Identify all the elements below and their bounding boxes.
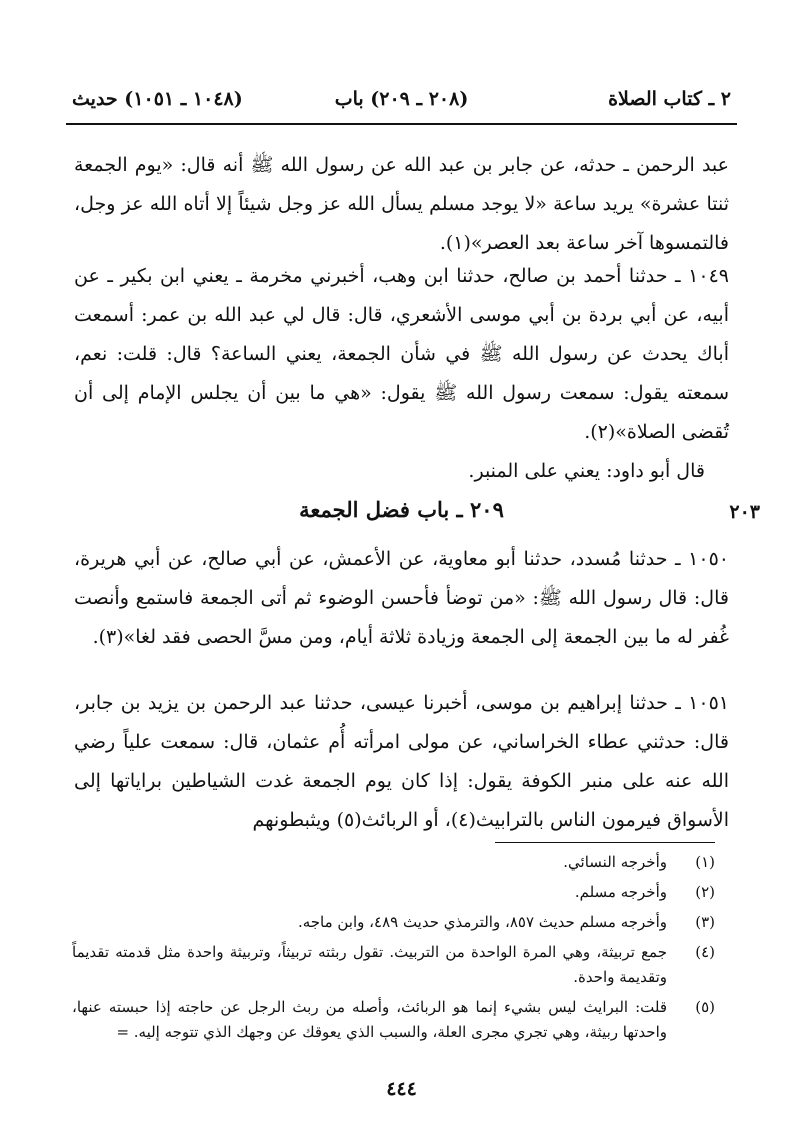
footnote-text: جمع تربيثة، وهي المرة الواحدة من التربيث. تقول ربثته تربيثاً، وتربيثة واحدة مثل قدمته تقديماً وتقديمة واحدة. [72, 943, 667, 986]
footnote-number: (٥) [695, 998, 715, 1016]
paragraph-text: عبد الرحمن ـ حدثه، عن جابر بن عبد الله عن رسول الله ﷺ أنه قال: «يوم الجمعة ثنتا عشرة» يريد ساعة «لا يوجد مسلم يسأل الله عز وجل شيئاً إلا أتاه الله عز وجل، فالتمسوها آخر ساعة بعد العصر»(١). [74, 154, 729, 254]
page-header [72, 88, 731, 118]
paragraph-text: ١٠٥١ ـ حدثنا إبراهيم بن موسى، أخبرنا عيسى، حدثنا عبد الرحمن بن يزيد بن جابر، قال: حدثني عطاء الخراساني، عن مولى امرأته أُم عثمان، قال: سمعت علياً رضي الله عنه على منبر الكوفة يقول: إذا كان يوم الجمعة غدت الشياطين براياتها إلى الأسواق فيرمون الناس بالترابيث(٤)، أو الربائث(٥) ويثبطونهم [74, 692, 729, 831]
footnote-text: وأخرجه مسلم حديث ٨٥٧، والترمذي حديث ٤٨٩، وابن ماجه. [297, 913, 667, 931]
footnote [72, 995, 715, 1045]
footnote-text: وأخرجه مسلم. [574, 883, 667, 901]
hadith-1049 [74, 257, 729, 452]
footnotes [72, 850, 715, 1050]
header-hadith-range: (١٠٤٨ ـ ١٠٥١) حديث [72, 88, 243, 110]
footnote [72, 910, 715, 935]
footnote-number: (٣) [695, 913, 715, 931]
paragraph-continuation [74, 146, 729, 263]
footnote-number: (١) [695, 853, 715, 871]
footnote-text: قلت: البرايث ليس بشيء إنما هو الربائث، وأصله من ربث الرجل عن حاجته إذا حبسته عنها، واحدتها ربيثة، وهي تجري مجرى العلة، والسبب الذي يعوقك عن وجهك الذي تتوجه إليه. = [72, 998, 667, 1041]
footnote [72, 880, 715, 905]
page-number: ٤٤٤ [386, 1078, 417, 1100]
header-chapter-range: (٢٠٨ ـ ٢٠٩) باب [334, 88, 469, 110]
footnote [72, 850, 715, 875]
footnote [72, 940, 715, 990]
hadith-1051 [74, 684, 729, 840]
footnote-text: وأخرجه النسائي. [563, 853, 667, 871]
header-rule [66, 123, 737, 125]
footnote-rule [495, 842, 715, 843]
footnote-number: (٢) [695, 883, 715, 901]
footnote-number: (٤) [695, 943, 715, 961]
section-title: ٢٠٩ ـ باب فضل الجمعة [299, 497, 504, 522]
paragraph-text: ١٠٤٩ ـ حدثنا أحمد بن صالح، حدثنا ابن وهب، أخبرني مخرمة ـ يعني ابن بكير ـ عن أبيه، عن أبي بردة بن أبي موسى الأشعري، قال: قال لي عبد الله بن عمر: أسمعت أباك يحدث عن رسول الله ﷺ في شأن الجمعة، يعني الساعة؟ قال: قلت: نعم، سمعته يقول: سمعت رسول الله ﷺ يقول: «هي ما بين أن يجلس الإمام إلى أن تُقضى الصلاة»(٢). [74, 265, 729, 443]
paragraph-text: قال أبو داود: يعني على المنبر. [468, 460, 705, 482]
abu-dawud-note [74, 452, 729, 491]
side-number: ٢٠٣ [729, 501, 760, 523]
paragraph-text: ١٠٥٠ ـ حدثنا مُسدد، حدثنا أبو معاوية، عن الأعمش، عن أبي صالح، عن أبي هريرة، قال: قال رسول الله ﷺ: «من توضأ فأحسن الوضوء ثم أتى الجمعة فاستمع وأنصت غُفر له ما بين الجمعة إلى الجمعة وزيادة ثلاثة أيام، ومن مسَّ الحصى فقد لغا»(٣). [74, 548, 729, 648]
hadith-1050 [74, 540, 729, 657]
header-book-title: ٢ ـ كتاب الصلاة [608, 88, 731, 110]
